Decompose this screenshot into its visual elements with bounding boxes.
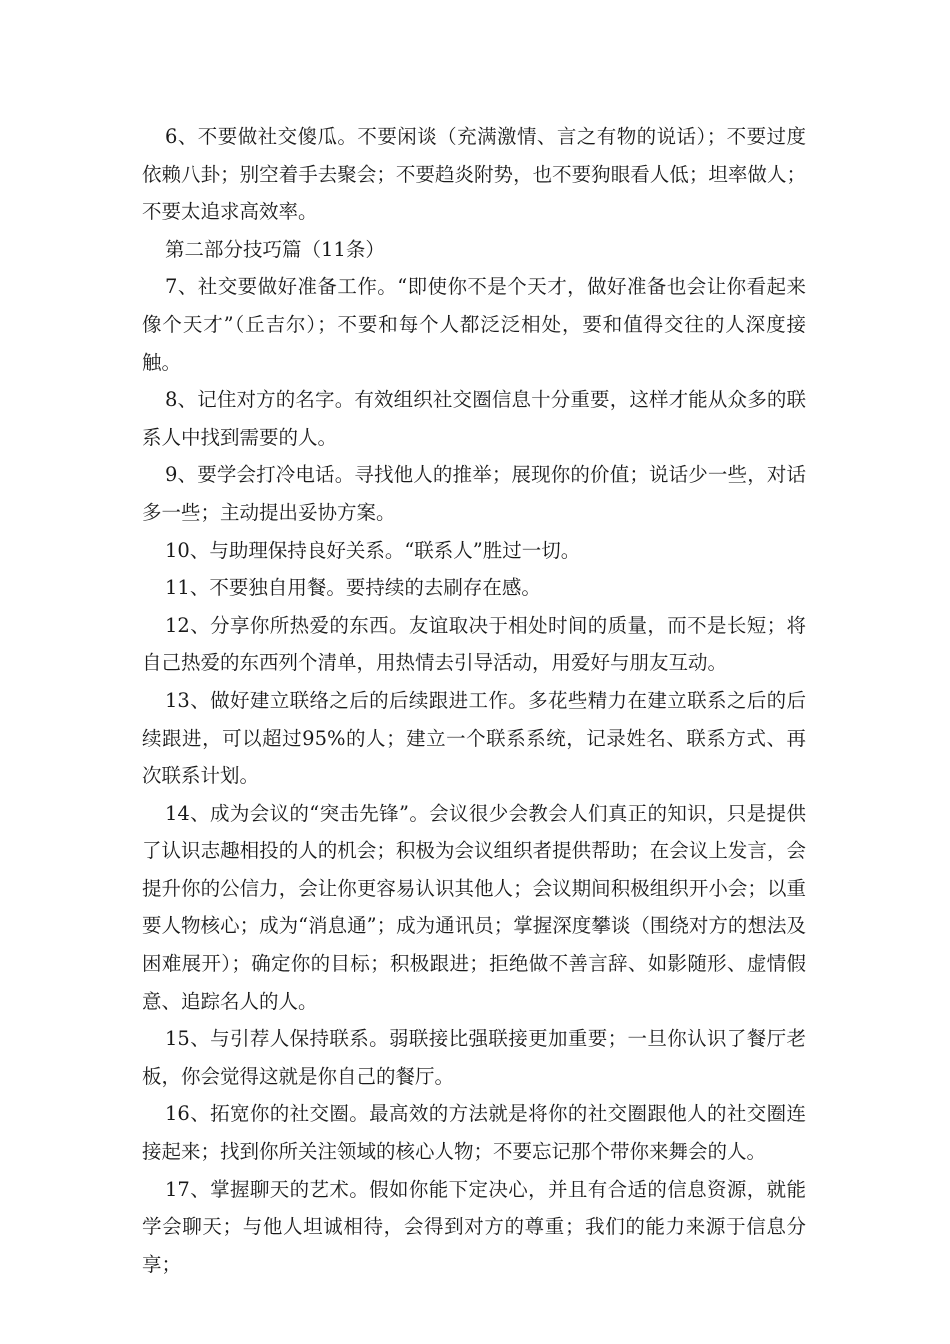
document-body xyxy=(142,118,806,1283)
paragraph-item-15: 15、与引荐人保持联系。弱联接比强联接更加重要；一旦你认识了餐厅老板，你会觉得这就是你自己的餐厅。 xyxy=(142,1027,806,1088)
paragraph-item-13: 13、做好建立联络之后的后续跟进工作。多花些精力在建立联系之后的后续跟进，可以超过95%的人；建立一个联系系统，记录姓名、联系方式、再次联系计划。 xyxy=(142,688,806,788)
section-heading: 第二部分技巧篇（11条） xyxy=(165,237,385,261)
paragraph-item-17: 17、掌握聊天的艺术。假如你能下定决心，并且有合适的信息资源，就能学会聊天；与他人坦诚相待，会得到对方的尊重；我们的能力来源于信息分享； xyxy=(142,1177,806,1276)
paragraph-item-9: 9、要学会打冷电话。寻找他人的推举；展现你的价值；说话少一些，对话多一些；主动提出妥协方案。 xyxy=(142,463,806,524)
paragraph-item-7: 7、社交要做好准备工作。“即使你不是个天才，做好准备也会让你看起来像个天才”（丘吉尔）；不要和每个人都泛泛相处，要和值得交往的人深度接触。 xyxy=(142,275,806,374)
paragraph-item-6: 6、不要做社交傻瓜。不要闲谈（充满激情、言之有物的说话）；不要过度依赖八卦；别空着手去聚会；不要趋炎附势，也不要狗眼看人低；坦率做人；不要太追求高效率。 xyxy=(142,125,806,224)
paragraph-item-8: 8、记住对方的名字。有效组织社交圈信息十分重要，这样才能从众多的联系人中找到需要的人。 xyxy=(142,388,806,449)
paragraph-item-14: 14、成为会议的“突击先锋”。会议很少会教会人们真正的知识，只是提供了认识志趣相投的人的机会；积极为会议组织者提供帮助；在会议上发言，会提升你的公信力，会让你更容易认识其他人；会议期间积极组织开小会；以重要人物核心；成为“消息通”；成为通讯员；掌握深度攀谈（围绕对方的想法及困难展开）；确定你的目标；积极跟进；拒绝做不善言辞、如影随形、虚情假意、追踪名人的人。 xyxy=(142,801,806,1013)
paragraph-item-10: 10、与助理保持良好关系。“联系人”胜过一切。 xyxy=(165,538,581,562)
paragraph-item-12: 12、分享你所热爱的东西。友谊取决于相处时间的质量，而不是长短；将自己热爱的东西列个清单，用热情去引导活动，用爱好与朋友互动。 xyxy=(142,613,806,675)
paragraph-item-16: 16、拓宽你的社交圈。最高效的方法就是将你的社交圈跟他人的社交圈连接起来；找到你所关注领域的核心人物；不要忘记那个带你来舞会的人。 xyxy=(142,1102,806,1164)
paragraph-item-11: 11、不要独自用餐。要持续的去刷存在感。 xyxy=(165,576,541,600)
